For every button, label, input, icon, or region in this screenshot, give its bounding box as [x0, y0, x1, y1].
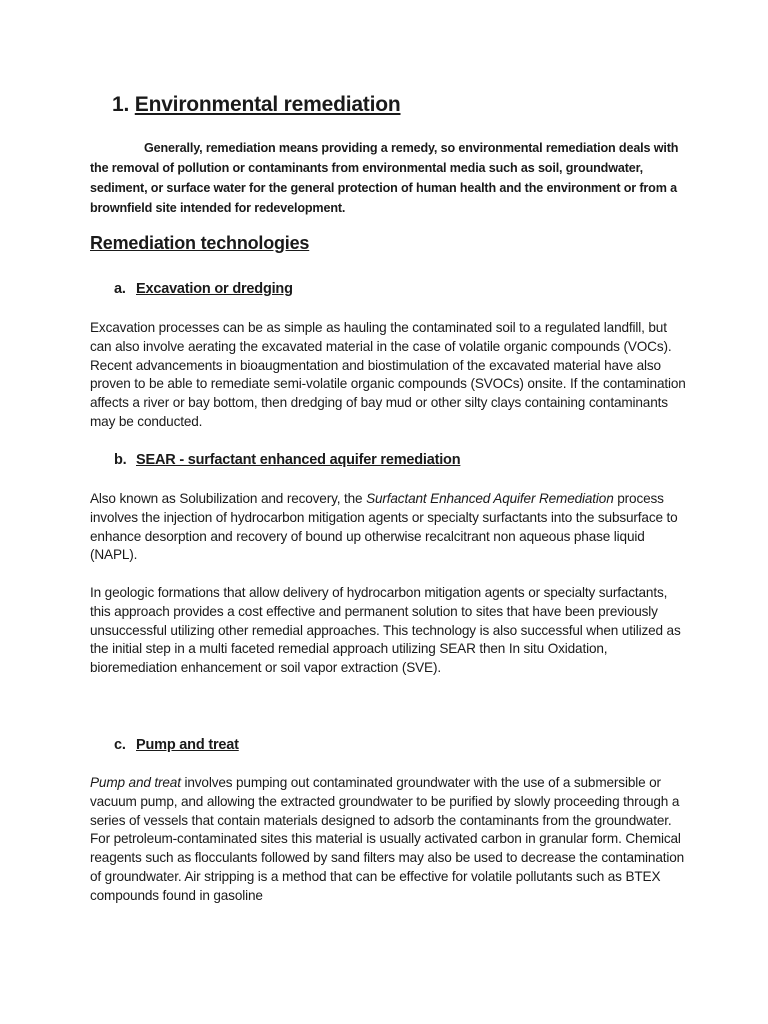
subsection-title: SEAR - surfactant enhanced aquifer remediation	[136, 452, 461, 468]
intro-paragraph: Generally, remediation means providing a remedy, so environmental remediation deals with the removal of pollution or contaminants from environmental media such as soil, groundwater, sediment, or surface water for the general protection of human health and the environment or from a brownfield site intended for redevelopment.	[90, 141, 679, 215]
subsection-title: Excavation or dredging	[136, 281, 293, 297]
title-text: Environmental remediation	[134, 93, 401, 116]
subsection-heading-a	[114, 281, 293, 297]
excavation-paragraph: Excavation processes can be as simple as hauling the contaminated soil to a regulated landfill, but can also involve aerating the excavated material in the case of volatile organic compounds (VOCs). Recent advancements in bioaugmentation and biostimulation of the excavated material have also proven to be able to remediate semi-volatile organic compounds (SVOCs) onsite. If the contamination affects a river or bay bottom, then dredging of bay mud or other silty clays containing contaminants may be conducted.	[90, 320, 686, 429]
subsection-marker: c.	[114, 737, 126, 753]
subsection-title: Pump and treat	[136, 737, 239, 753]
pump-treat-paragraph	[90, 774, 688, 906]
page-title	[112, 93, 401, 117]
sear-paragraph-1	[90, 490, 688, 565]
sear-p1-italic: Surfactant Enhanced Aquifer Remediation	[366, 491, 614, 506]
subsection-marker: b.	[114, 452, 127, 468]
sear-p1-prefix: Also known as Solubilization and recovery, the	[90, 491, 367, 506]
subsection-heading-b	[114, 452, 460, 468]
subsection-heading-c	[114, 737, 239, 753]
sear-p1-suffix: process involves the injection of hydrocarbon mitigation agents or specialty surfactants into the subsurface to enhance desorption and recovery of bound up otherwise recalcitrant non aqueous phase liquid (NAPL).	[90, 491, 678, 563]
pump-treat-suffix: involves pumping out contaminated groundwater with the use of a submersible or vacuum pump, and allowing the extracted groundwater to be purified by slowly proceeding through a series of vessels that contain materials designed to adsorb the contaminants from the groundwater. For petroleum-contaminated sites this material is usually activated carbon in granular form. Chemical reagents such as flocculants followed by sand filters may also be used to decrease the contamination of groundwater. Air stripping is a method that can be effective for volatile pollutants such as BTEX compounds found in gasoline	[90, 775, 685, 903]
section-heading: Remediation technologies	[90, 233, 310, 253]
title-number: 1.	[112, 93, 130, 116]
subsection-marker: a.	[114, 281, 126, 297]
pump-treat-italic: Pump and treat	[90, 775, 181, 790]
sear-paragraph-2: In geologic formations that allow delivery of hydrocarbon mitigation agents or specialty surfactants, this approach provides a cost effective and permanent solution to sites that have been previously unsuccessful utilizing other remedial approaches. This technology is also successful when utilized as the initial step in a multi faceted remedial approach utilizing SEAR then In situ Oxidation, bioremediation enhancement or soil vapor extraction (SVE).	[90, 585, 681, 676]
